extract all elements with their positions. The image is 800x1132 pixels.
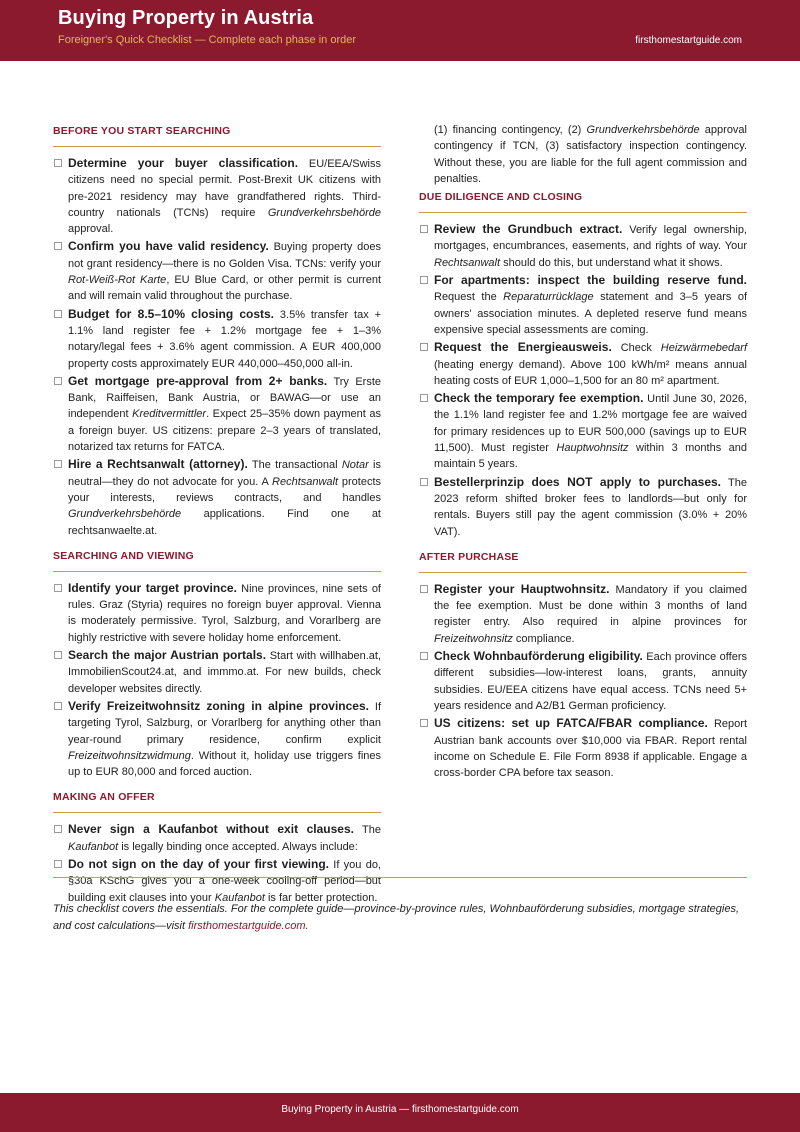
checkbox[interactable] <box>420 478 428 486</box>
checkbox[interactable] <box>420 343 428 351</box>
item-text: If you do, §30a KSchG gives you a one-week cooling-off period—but building exit clauses into your <box>68 858 381 904</box>
item-heading: Confirm you have valid residency. <box>68 239 269 254</box>
item-text: Request the <box>434 291 504 304</box>
item-text: , EU Blue Card, or other permit is current and will remain valid throughout the purchase. <box>68 274 382 303</box>
footer-text: Buying Property in Austria — firsthomestartguide.com <box>281 1104 519 1115</box>
page-header <box>0 0 800 61</box>
checklist-item <box>53 698 381 780</box>
item-text: The 2023 reform shifted broker fees to landlords—but only for rentals. Buyers still pay the agent commission (3.0% + 20% VAT). <box>434 476 747 538</box>
item-text: protects your interests, reviews contracts, and handles <box>68 475 381 504</box>
checklist-section <box>419 548 747 790</box>
item-text: Until June 30, 2026, the 1.1% land register fee and 1.2% mortgage fee are waived for primary residences up to EUR 500,000 (savings up to EUR 11,500). Must register <box>434 393 748 455</box>
item-text: compliance. <box>512 632 575 645</box>
item-text: EU/EEA/Swiss citizens need no special permit. Post-Brexit UK citizens with pre-2021 residency may have grandfathered rights. Third-country nationals (TCNs) require <box>68 158 381 219</box>
checklist-item <box>53 373 381 455</box>
checklist-item <box>53 456 381 538</box>
section-spacer <box>53 540 381 547</box>
item-heading: Determine your buyer classification. <box>68 156 299 170</box>
checklist-item-continued <box>419 122 747 187</box>
italic-term: Heizwärmebedarf <box>660 342 747 355</box>
item-text: 3.5% transfer tax + 1.1% land register fee + 1.2% mortgage fee + 1–3% notary/legal fees + 3.6% agent commission. A EUR 400,000 property costs approximately EUR 440,000–450,000 all-in. <box>68 308 381 370</box>
checklist-item <box>419 221 747 271</box>
item-text: is neutral—they do not advocate for you. A <box>68 459 381 488</box>
item-text: is legally binding once accepted. Always include: <box>118 840 358 853</box>
item-text: statement and 3–5 years of owners' association minutes. A depleted reserve fund means expensive special assessments are coming. <box>434 291 747 336</box>
item-text: approval. <box>68 223 114 236</box>
checkbox[interactable] <box>54 584 62 592</box>
section-spacer <box>53 781 381 788</box>
section-title: DUE DILIGENCE AND CLOSING <box>419 188 747 213</box>
checklist-item <box>53 306 381 372</box>
checkbox[interactable] <box>54 460 62 468</box>
item-heading: Register your Hauptwohnsitz. <box>434 581 610 596</box>
item-text: Check <box>611 342 661 355</box>
item-text: . Without it, holiday use triggers fines up to EUR 80,000 and forced auction. <box>68 749 381 779</box>
section-title: SEARCHING AND VIEWING <box>53 547 381 572</box>
page-subtitle: Foreigner's Quick Checklist — Complete each phase in order <box>58 34 357 46</box>
item-heading: For apartments: inspect the building reserve fund. <box>434 273 747 288</box>
item-text: Try Erste Bank, Raiffeisen, Bank Austria, or BAWAG—or use an independent <box>68 375 382 421</box>
item-heading: Never sign a Kaufanbot without exit clauses. <box>68 822 354 837</box>
item-heading: Check the temporary fee exemption. <box>434 391 644 406</box>
item-text: The transactional <box>247 459 342 472</box>
item-text: approval contingency if TCN, (3) satisfactory inspection contingency. Without these, you are liable for the full agent commission and penalties. <box>434 124 747 185</box>
italic-term: Freizeitwohnsitzwidmung <box>68 749 191 762</box>
item-text: Report Austrian bank accounts over $10,000 via FBAR. Report rental income on Schedule E. File Form 8938 if applicable. Engage a cross-border CPA before tax season. <box>434 718 748 780</box>
checkbox[interactable] <box>420 719 428 727</box>
checkbox[interactable] <box>54 825 62 833</box>
checkbox[interactable] <box>54 377 62 385</box>
italic-term: Rot-Weiß-Rot Karte <box>68 274 167 287</box>
item-text: Nine provinces, nine sets of rules. Graz (Styria) requires no foreign buyer approval. Vienna is moderately permissive. Tyrol, Salzburg, and Vorarlberg are highly restrictive with severe holiday home enforcement. <box>68 582 381 644</box>
item-text: Mandatory if you claimed the fee exemption. Must be done within 3 months of land register entry. Also required in alpine provinces for <box>434 583 747 629</box>
checkbox[interactable] <box>54 651 62 659</box>
checklist-item <box>53 821 381 855</box>
italic-term: Kaufanbot <box>214 891 265 904</box>
footnote-text: This checklist covers the essentials. For the complete guide—province-by-province rules, Wohnbauförderung subsidies, mortgage strategies, and cost calculations—visit <box>53 903 739 932</box>
checklist-item <box>419 272 747 338</box>
checklist-item <box>53 856 381 906</box>
item-heading: Review the Grundbuch extract. <box>434 222 623 237</box>
italic-term: Hauptwohnsitz <box>556 442 629 455</box>
header-site-link[interactable]: firsthomestartguide.com <box>635 35 742 46</box>
italic-term: Rechtsanwalt <box>272 475 339 488</box>
item-text: . Expect 25–35% down payment as a foreign buyer. US citizens: prepare 2–3 years of translated, notarized tax returns for FATCA. <box>68 408 381 454</box>
item-text: Start with willhaben.at, ImmobilienScout24.at, and immmo.at. For new builds, check developer websites directly. <box>68 650 381 695</box>
section-spacer <box>419 541 747 548</box>
italic-term: Rechtsanwalt <box>434 256 501 269</box>
checklist-section <box>53 788 381 913</box>
checklist-item <box>419 474 747 540</box>
item-text: Each province offers different subsidies—low-interest loans, grants, annuity subsidies. EU/EEA citizens have equal access. TCNs need 5+ years residence and A2/B1 German proficiency. <box>434 651 747 712</box>
checklist-item <box>419 648 747 714</box>
checkbox[interactable] <box>54 242 62 250</box>
item-text: within 3 months and maintain 5 years. <box>434 442 748 471</box>
page-footer <box>0 1093 800 1132</box>
checkbox[interactable] <box>420 276 428 284</box>
item-heading: Search the major Austrian portals. <box>68 648 267 663</box>
item-heading: Verify Freizeitwohnsitz zoning in alpine provinces. <box>68 698 369 713</box>
checklist-item <box>53 580 381 646</box>
item-heading: Do not sign on the day of your first viewing. <box>68 856 330 871</box>
checkbox[interactable] <box>54 159 62 167</box>
item-heading: US citizens: set up FATCA/FBAR compliance. <box>434 716 708 731</box>
item-text: (heating energy demand). Above 100 kWh/m² means annual heating costs of EUR 1,000–1,500 for an 80 m² apartment. <box>434 358 747 387</box>
checkbox[interactable] <box>54 702 62 710</box>
section-title: AFTER PURCHASE <box>419 548 747 573</box>
checkbox[interactable] <box>420 652 428 660</box>
italic-term: Grundverkehrsbehörde <box>267 206 381 219</box>
checklist-section <box>53 122 381 547</box>
checklist-item <box>419 715 747 781</box>
checklist-section <box>53 547 381 789</box>
checkbox[interactable] <box>420 585 428 593</box>
footnote <box>53 901 747 934</box>
checklist-item <box>419 390 747 472</box>
checkbox[interactable] <box>54 860 62 868</box>
checkbox[interactable] <box>420 394 428 402</box>
italic-term: Kaufanbot <box>68 840 119 853</box>
item-text: (1) financing contingency, (2) <box>434 124 587 136</box>
checklist-section <box>419 188 747 548</box>
item-heading: Identify your target province. <box>68 580 237 595</box>
item-text: is far better protection. <box>264 891 378 904</box>
checklist-item <box>419 581 747 647</box>
section-title: BEFORE YOU START SEARCHING <box>53 122 381 147</box>
footnote-link[interactable]: firsthomestartguide.com. <box>188 919 309 932</box>
checklist-item <box>53 155 381 237</box>
left-column <box>53 122 381 914</box>
italic-term: Grundverkehrsbehörde <box>586 124 700 136</box>
page-title: Buying Property in Austria <box>58 7 314 29</box>
item-text: Buying property does not grant residency—there is no Golden Visa. TCNs: verify your <box>68 241 381 270</box>
item-text: applications. Find one at rechtsanwaelte.at. <box>68 508 381 537</box>
item-text: If targeting Tyrol, Salzburg, or Vorarlberg for anything other than year-round primary residence, confirm explicit <box>68 700 382 746</box>
section-title: MAKING AN OFFER <box>53 788 381 813</box>
italic-term: Grundverkehrsbehörde <box>68 508 182 521</box>
item-text: should do this, but understand what it shows. <box>500 256 723 269</box>
section-spacer <box>419 782 747 789</box>
item-text: Verify legal ownership, mortgages, encumbrances, easements, and rights of way. Your <box>434 224 747 253</box>
italic-term: Freizeitwohnsitz <box>434 632 513 645</box>
footnote-divider <box>53 877 747 878</box>
italic-term: Notar <box>341 459 369 472</box>
checkbox[interactable] <box>420 225 428 233</box>
checklist-item <box>53 647 381 697</box>
checklist-item <box>53 238 381 304</box>
italic-term: Kreditvermittler <box>132 408 207 421</box>
right-column <box>419 122 747 789</box>
checklist-item <box>419 339 747 389</box>
checkbox[interactable] <box>54 310 62 318</box>
item-heading: Hire a Rechtsanwalt (attorney). <box>68 457 248 472</box>
italic-term: Reparaturrücklage <box>503 291 594 304</box>
item-heading: Budget for 8.5–10% closing costs. <box>68 306 275 321</box>
item-heading: Bestellerprinzip does NOT apply to purchases. <box>434 474 721 489</box>
item-heading: Request the Energieausweis. <box>434 340 612 355</box>
item-heading: Check Wohnbauförderung eligibility. <box>434 649 643 664</box>
item-text: The <box>353 824 382 837</box>
item-heading: Get mortgage pre-approval from 2+ banks. <box>68 373 328 388</box>
